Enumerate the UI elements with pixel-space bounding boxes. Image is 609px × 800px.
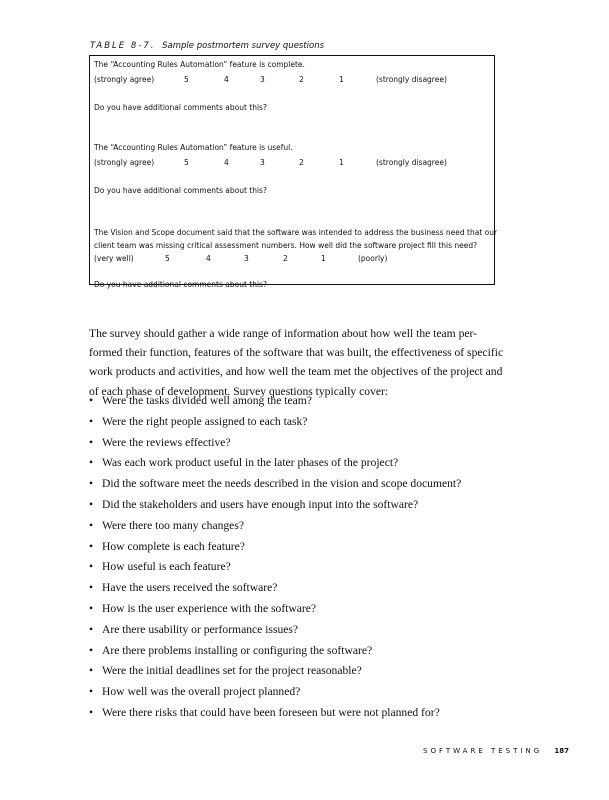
- scale-2: 2: [299, 75, 304, 84]
- bullet-icon: •: [89, 394, 94, 407]
- list-item: [89, 495, 461, 516]
- survey-topic-list: [89, 391, 461, 724]
- list-item-text: Have the users received the software?: [102, 581, 278, 595]
- scale-low-label: (strongly agree): [94, 75, 155, 84]
- scale-5: 5: [184, 75, 189, 84]
- bullet-icon: •: [89, 685, 94, 699]
- list-item-text: How well was the overall project planned?: [102, 685, 301, 699]
- scale-5: 5: [165, 254, 170, 263]
- list-item: [89, 537, 461, 558]
- paragraph-line: work products and activities, and how well the team met the objectives of the project and: [89, 365, 503, 379]
- list-item: [89, 474, 461, 495]
- scale-1: 1: [321, 254, 326, 263]
- rating-scale-3: [90, 254, 494, 265]
- scale-2: 2: [299, 158, 304, 167]
- list-item: [89, 661, 461, 682]
- bullet-icon: •: [89, 581, 94, 595]
- list-item: [89, 599, 461, 620]
- scale-2: 2: [283, 254, 288, 263]
- scale-high-label: (poorly): [358, 254, 388, 263]
- list-item-text: How complete is each feature?: [102, 539, 245, 553]
- scale-4: 4: [206, 254, 211, 263]
- rating-scale-1: [90, 75, 494, 86]
- question-2: The “Accounting Rules Automation” feature is useful.: [94, 143, 293, 152]
- bullet-icon: •: [89, 477, 94, 491]
- question-3-line-2: client team was missing critical assessment numbers. How well did the software project fill this need?: [94, 241, 478, 250]
- comment-prompt-1: Do you have additional comments about this?: [94, 103, 267, 112]
- list-item: [89, 703, 461, 724]
- bullet-icon: •: [89, 601, 94, 615]
- list-item: [89, 578, 461, 599]
- list-item-text: Are there usability or performance issues?: [102, 622, 299, 636]
- bullet-icon: •: [89, 497, 94, 511]
- comment-prompt-2: Do you have additional comments about this?: [94, 186, 267, 195]
- table-caption: [90, 41, 324, 51]
- list-item-text: Were there too many changes?: [102, 518, 244, 532]
- scale-high-label: (strongly disagree): [376, 75, 447, 84]
- bullet-icon: •: [89, 539, 94, 553]
- list-item-text: Did the software meet the needs described in the vision and scope document?: [102, 477, 462, 491]
- question-1: The “Accounting Rules Automation” feature is complete.: [94, 60, 305, 69]
- list-item-text: How is the user experience with the software?: [102, 601, 317, 615]
- list-item-text: Are there problems installing or configuring the software?: [102, 643, 373, 657]
- paragraph-line: formed their function, features of the software that was built, the effectiveness of specific: [89, 346, 504, 360]
- list-item-text: Did the stakeholders and users have enough input into the software?: [102, 497, 419, 511]
- list-item-text: Were there risks that could have been foreseen but were not planned for?: [102, 705, 440, 719]
- bullet-icon: •: [89, 705, 94, 719]
- list-item: [89, 682, 461, 703]
- scale-1: 1: [339, 158, 344, 167]
- list-item: [89, 620, 461, 641]
- paragraph-line: The survey should gather a wide range of information about how well the team per-: [89, 327, 478, 340]
- bullet-icon: •: [89, 622, 94, 636]
- page-footer: [423, 747, 569, 755]
- list-item: [89, 391, 461, 412]
- running-head: SOFTWARE TESTING: [423, 747, 543, 755]
- list-item-text: Were the tasks divided well among the team?: [102, 394, 312, 407]
- list-item: [89, 453, 461, 474]
- list-item-text: How useful is each feature?: [102, 560, 231, 574]
- bullet-icon: •: [89, 643, 94, 657]
- list-item-text: Were the right people assigned to each task?: [102, 414, 308, 428]
- rating-scale-2: [90, 158, 494, 169]
- question-3-line-1: The Vision and Scope document said that the software was intended to address the business need that our: [94, 228, 498, 237]
- comment-prompt-3: Do you have additional comments about this?: [94, 280, 267, 289]
- scale-1: 1: [339, 75, 344, 84]
- list-item-text: Were the initial deadlines set for the project reasonable?: [102, 664, 362, 678]
- list-item-text: Were the reviews effective?: [102, 435, 231, 449]
- scale-4: 4: [224, 75, 229, 84]
- scale-high-label: (strongly disagree): [376, 158, 447, 167]
- bullet-icon: •: [89, 560, 94, 574]
- bullet-icon: •: [89, 456, 94, 470]
- bullet-icon: •: [89, 435, 94, 449]
- list-item-text: Was each work product useful in the later phases of the project?: [102, 456, 399, 470]
- scale-3: 3: [244, 254, 249, 263]
- list-item: [89, 516, 461, 537]
- scale-low-label: (strongly agree): [94, 158, 155, 167]
- list-item: [89, 412, 461, 433]
- scale-low-label: (very well): [94, 254, 134, 263]
- scale-3: 3: [260, 75, 265, 84]
- bullet-icon: •: [89, 518, 94, 532]
- body-paragraph: [89, 324, 519, 401]
- table-title: Sample postmortem survey questions: [162, 41, 325, 51]
- bullet-icon: •: [89, 414, 94, 428]
- list-item: [89, 433, 461, 454]
- scale-5: 5: [184, 158, 189, 167]
- scale-4: 4: [224, 158, 229, 167]
- page-number: 187: [554, 747, 569, 755]
- paragraph-line: of each phase of development. Survey questions typically cover:: [89, 384, 389, 398]
- list-item: [89, 557, 461, 578]
- scale-3: 3: [260, 158, 265, 167]
- list-item: [89, 641, 461, 662]
- survey-table: [89, 55, 498, 289]
- table-label: TABLE 8-7.: [90, 41, 156, 51]
- bullet-icon: •: [89, 664, 94, 678]
